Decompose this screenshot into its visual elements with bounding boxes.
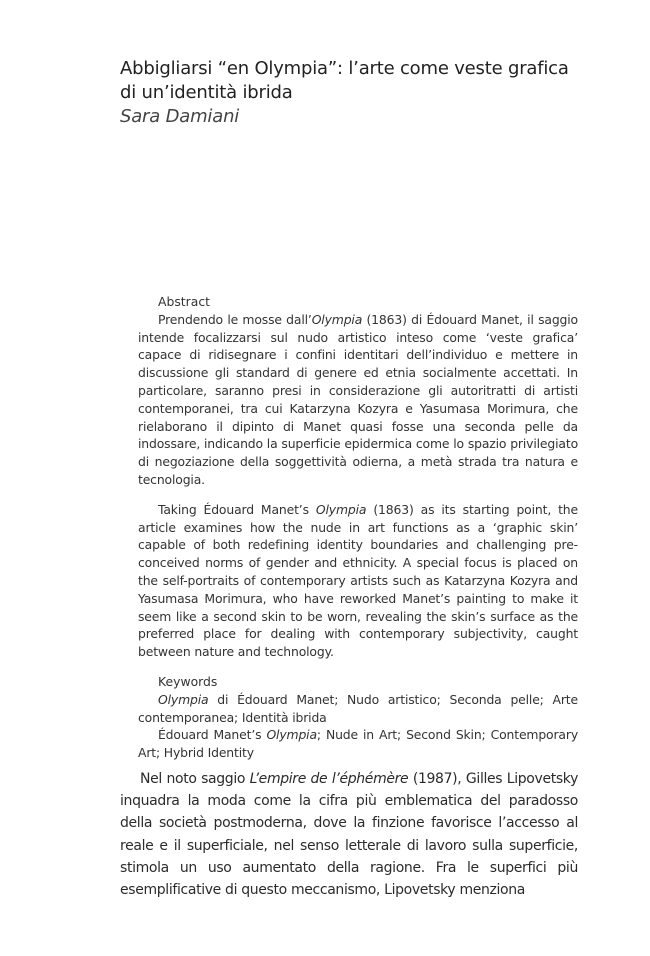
abstract-en-post: (1863) as its starting point, the article examines how the nude in art functions as a ‘graphic skin’ capable of both redefining identity boundaries and challenging pre-conceived norms of gender and ethnicity. A special focus is placed on the self-portraits of contemporary artists such as Katarzyna Kozyra and Yasumasa Morimura, who have reworked Manet’s painting to make it seem like a second skin to be worn, revealing the skin’s surface as the preferred place for dealing with contemporary subjectivity, caught between nature and technology. (138, 501, 578, 660)
keywords-italian (138, 691, 578, 727)
abstract-it-pre: Prendendo le mosse dall’ (158, 311, 312, 327)
keywords-heading: Keywords (158, 673, 218, 689)
article-title-line-2: di un’identità ibrida (120, 82, 293, 103)
keywords-it-em: Olympia (158, 691, 209, 707)
spacer (138, 489, 578, 501)
body-pre: Nel noto saggio (140, 771, 250, 787)
article-header (120, 57, 569, 129)
keywords-it-post: di Édouard Manet; Nudo artistico; Seconda pelle; Arte contemporanea; Identità ibrida (138, 691, 578, 725)
abstract-en-pre: Taking Édouard Manet’s (158, 501, 316, 517)
keywords-en-pre: Édouard Manet’s (158, 727, 267, 743)
keywords-english (138, 726, 578, 762)
abstract-italian (138, 311, 578, 489)
body-text (120, 768, 578, 901)
abstract-it-em: Olympia (311, 311, 363, 327)
keywords-en-post: ; Nude in Art; Second Skin; Contemporary Art; Hybrid Identity (138, 727, 579, 761)
abstract-heading: Abstract (158, 294, 211, 309)
article-author: Sara Damiani (120, 106, 240, 127)
article-title-line-1: Abbigliarsi “en Olympia”: l’arte come veste grafica (120, 58, 569, 79)
body-paragraph (120, 768, 578, 901)
abstract-english (138, 501, 578, 661)
body-em: L’empire de l’éphémère (249, 771, 409, 787)
abstract-it-post: (1863) di Édouard Manet, il saggio intende focalizzarsi sul nudo artistico inteso come ‘veste grafica’ capace di ridisegnare i confini identitari dell’individuo e mettere in discussione gli standard di genere ed etnia socialmente accettati. In particolare, saranno presi in considerazione gli autoritratti di artisti contemporanei, tra cui Katarzyna Kozyra e Yasumasa Morimura, che rielaborano il dipinto di Manet quasi fosse una seconda pelle da indossare, indicando la superficie epidermica come lo spazio privilegiato di negoziazione della soggettività odierna, a metà strada tra natura e tecnologia. (138, 311, 578, 487)
body-post: (1987), Gilles Lipovetsky inquadra la moda come la cifra più emblematica del paradosso della società postmoderna, dove la finzione favorisce l’accesso al reale e il superficiale, nel senso letterale di lavoro sulla superficie, stimola un uso aumentato della ragione. Fra le superfici più esemplificative di questo meccanismo, Lipovetsky menziona (120, 771, 578, 899)
spacer (138, 661, 578, 673)
keywords-en-em: Olympia (266, 727, 317, 743)
abstract-en-em: Olympia (315, 501, 367, 517)
abstract-section (138, 293, 578, 762)
